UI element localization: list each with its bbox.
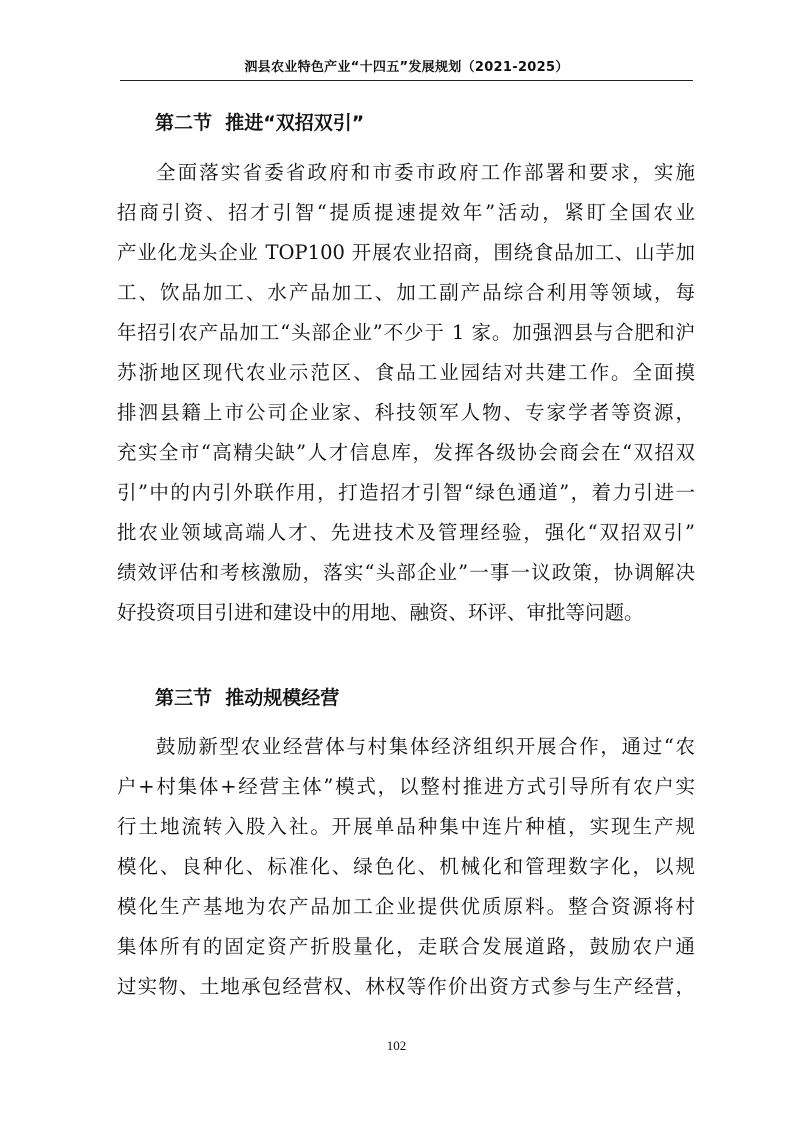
paragraph-line: 好投资项目引进和建设中的用地、融资、环评、审批等问题。 [117,601,644,624]
paragraph-line: 苏浙地区现代农业示范区、食品工业园结对共建工作。全面摸 [117,361,695,384]
paragraph-line: 批农业领域高端人才、先进技术及管理经验，强化“双招双引” [117,521,695,544]
paragraph-line: 模化、良种化、标准化、绿色化、机械化和管理数字化，以规 [117,855,695,878]
paragraph-line: 绩效评估和考核激励，落实“头部企业”一事一议政策，协调解决 [117,561,695,584]
paragraph-line: 引”中的内引外联作用，打造招才引智“绿色通道”，着力引进一 [117,481,695,504]
paragraph-line: 年招引农产品加工“头部企业”不少于 1 家。加强泗县与合肥和沪 [117,321,695,344]
paragraph-line: 鼓励新型农业经营体与村集体经济组织开展合作，通过“农 [156,735,695,758]
paragraph-line: 模化生产基地为农产品加工企业提供优质原料。整合资源将村 [117,895,695,918]
paragraph-line: 行土地流转入股入社。开展单品种集中连片种植，实现生产规 [117,815,695,838]
paragraph-line: 全面落实省委省政府和市委市政府工作部署和要求，实施 [156,161,695,184]
paragraph-line: 充实全市“高精尖缺”人才信息库，发挥各级协会商会在“双招双 [117,441,695,464]
paragraph-line: 排泗县籍上市公司企业家、科技领军人物、专家学者等资源， [117,401,695,424]
paragraph-line: 过实物、土地承包经营权、林权等作价出资方式参与生产经营， [117,975,695,998]
section-3-paragraph [117,727,695,1007]
paragraph-line: 集体所有的固定资产折股量化，走联合发展道路，鼓励农户通 [117,935,695,958]
section-2-paragraph [117,153,695,633]
section-title-2: 第二节 推进“双招双引” [155,112,365,134]
page-number: 102 [386,1038,407,1053]
paragraph-line: 户+村集体+经营主体”模式，以整村推进方式引导所有农户实 [117,775,695,798]
paragraph-line: 产业化龙头企业 TOP100 开展农业招商，围绕食品加工、山芋加 [117,241,695,264]
paragraph-line: 工、饮品加工、水产品加工、加工副产品综合利用等领域，每 [117,281,695,304]
running-header: 泗县农业特色产业“十四五”发展规划（2021-2025） [244,60,569,75]
paragraph-line: 招商引资、招才引智“提质提速提效年”活动，紧盯全国农业 [117,201,695,224]
header-divider [120,80,693,81]
section-title-3: 第三节 推动规模经营 [155,687,340,709]
